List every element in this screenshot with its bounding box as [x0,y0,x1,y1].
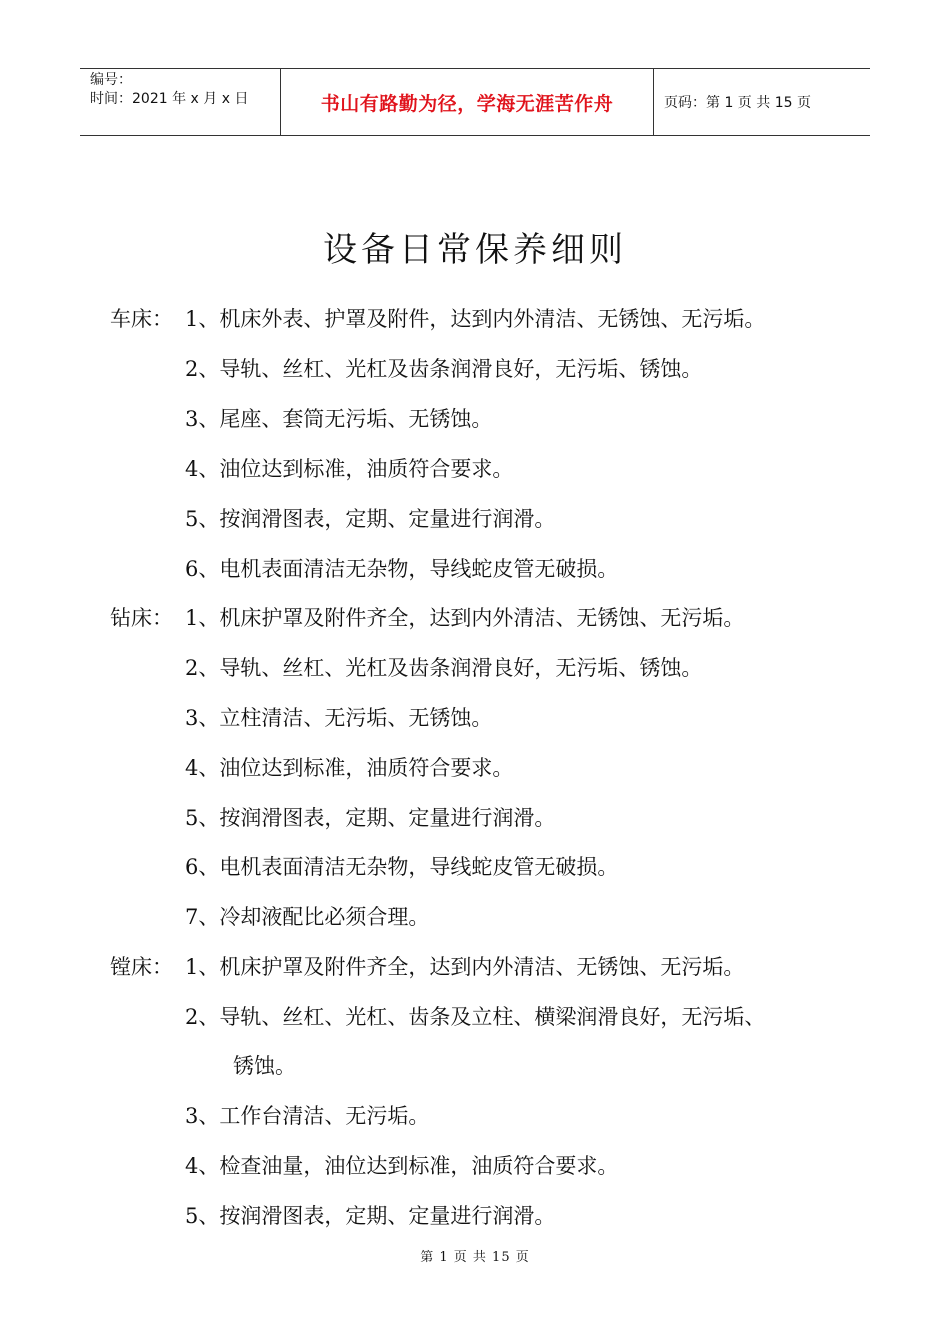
list-item: 3、立柱清洁、无污垢、无锈蚀。 [185,706,493,730]
list-item: 7、冷却液配比必须合理。 [185,905,430,929]
page-footer: 第 1 页 共 15 页 [420,1250,530,1265]
section-label-boring: 镗床： [110,955,173,979]
list-item: 2、导轨、丝杠、光杠、齿条及立柱、横梁润滑良好，无污垢、 [185,1005,766,1029]
list-item: 1、机床护罩及附件齐全，达到内外清洁、无锈蚀、无污垢。 [185,955,745,979]
document-header [80,68,870,136]
time-label: 时间：2021 年 x 月 x 日 [90,91,249,107]
list-item: 1、机床外表、护罩及附件，达到内外清洁、无锈蚀、无污垢。 [185,307,766,331]
list-item: 5、按润滑图表，定期、定量进行润滑。 [185,1204,556,1228]
header-meta-cell [80,69,281,135]
list-item: 5、按润滑图表，定期、定量进行润滑。 [185,507,556,531]
list-item: 4、油位达到标准，油质符合要求。 [185,756,514,780]
list-item: 3、工作台清洁、无污垢。 [185,1104,430,1128]
list-item: 6、电机表面清洁无杂物，导线蛇皮管无破损。 [185,557,619,581]
list-item: 4、检查油量，油位达到标准，油质符合要求。 [185,1154,619,1178]
document-title: 设备日常保养细则 [323,230,627,270]
list-item: 2、导轨、丝杠、光杠及齿条润滑良好，无污垢、锈蚀。 [185,357,703,381]
motto-text: 书山有路勤为径，学海无涯苦作舟 [320,92,614,115]
number-label: 编号： [90,72,132,88]
header-motto-cell [281,69,654,135]
list-item: 1、机床护罩及附件齐全，达到内外清洁、无锈蚀、无污垢。 [185,606,745,630]
list-item: 2、导轨、丝杠、光杠及齿条润滑良好，无污垢、锈蚀。 [185,656,703,680]
header-page-cell [654,69,870,135]
list-item: 6、电机表面清洁无杂物，导线蛇皮管无破损。 [185,855,619,879]
list-item: 3、尾座、套筒无污垢、无锈蚀。 [185,407,493,431]
section-label-drill: 钻床： [110,606,173,630]
list-item: 4、油位达到标准，油质符合要求。 [185,457,514,481]
list-item: 5、按润滑图表，定期、定量进行润滑。 [185,806,556,830]
page-info: 页码：第 1 页 共 15 页 [664,95,811,111]
list-item-continuation: 锈蚀。 [233,1054,296,1078]
section-label-lathe: 车床： [110,307,173,331]
